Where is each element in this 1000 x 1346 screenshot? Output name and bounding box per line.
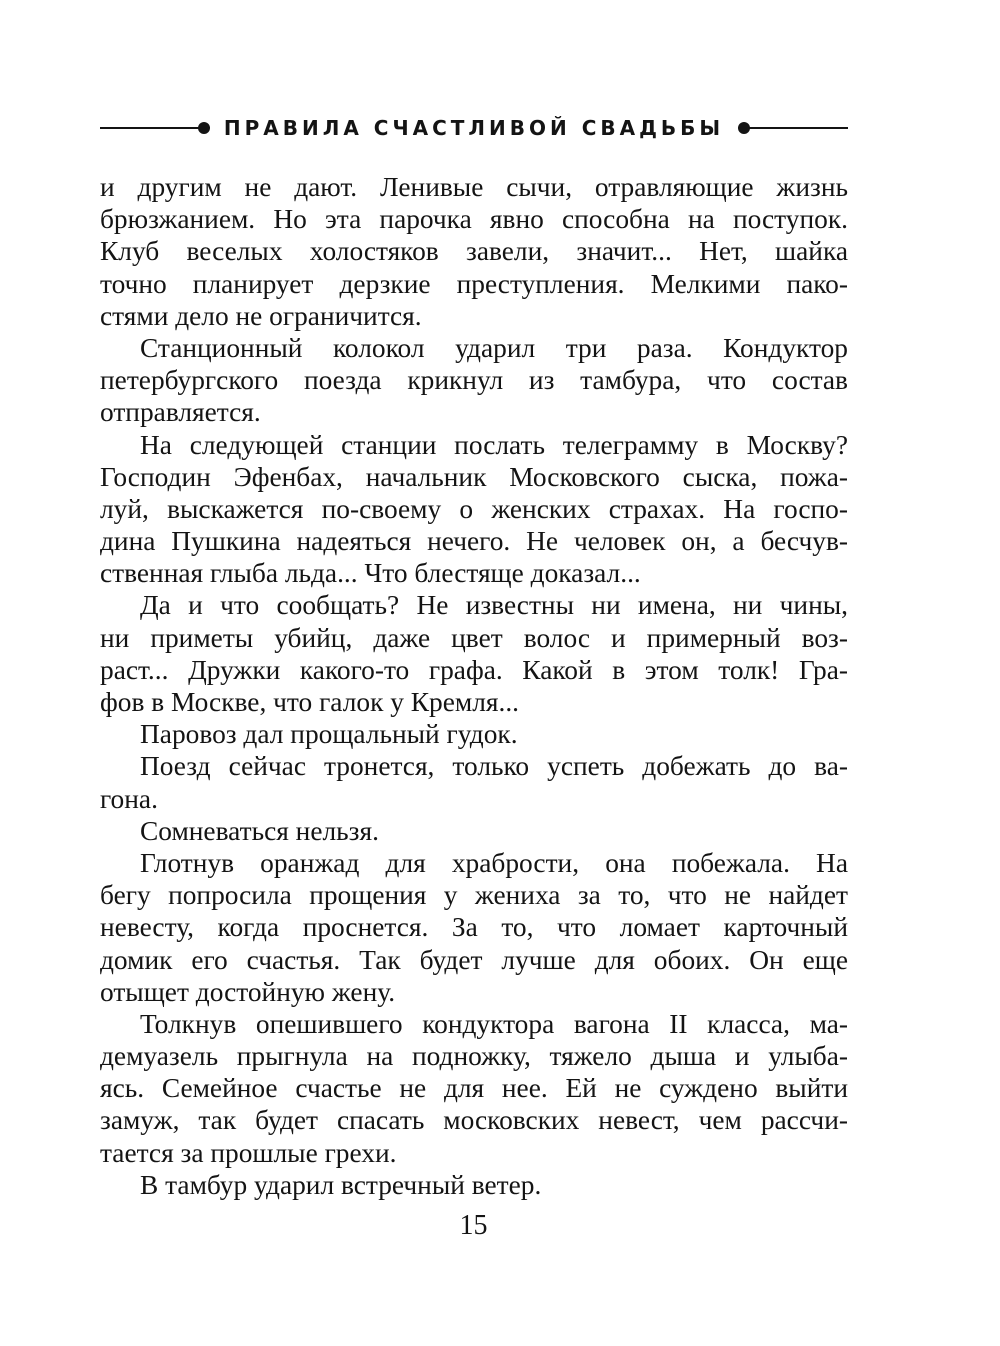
text-line: бегу попросила прощения у жениха за то, что не найдет <box>100 880 848 911</box>
text-line: Сомневаться нельзя. <box>140 815 379 846</box>
header-dot-right <box>738 122 750 134</box>
running-title: ПРАВИЛА СЧАСТЛИВОЙ СВАДЬБЫ <box>223 116 725 140</box>
text-line: ясь. Семейное счастье не для нее. Ей не суждено выйти <box>100 1073 848 1104</box>
text-line: Господин Эфенбах, начальник Московского сыска, пожа- <box>100 461 848 492</box>
text-line: луй, выскажется по-своему о женских страхах. На госпо- <box>100 493 848 524</box>
text-line: Клуб веселых холостяков завели, значит... Нет, шайка <box>100 236 848 267</box>
text-line: ственная глыба льда... Что блестяще доказал... <box>100 558 641 589</box>
text-line: Поезд сейчас тронется, только успеть добежать до ва- <box>140 751 848 782</box>
text-line: невесту, когда проснется. За то, что ломает карточный <box>100 912 848 943</box>
text-line: стями дело не ограничится. <box>100 300 422 331</box>
text-line: брюзжанием. Но эта парочка явно способна на поступок. <box>100 204 848 235</box>
text-line: На следующей станции послать телеграмму в Москву? <box>140 429 848 460</box>
text-line: Паровоз дал прощальный гудок. <box>140 719 518 750</box>
running-header <box>100 108 848 148</box>
text-line: петербургского поезда крикнул из тамбура, что состав <box>100 365 848 396</box>
text-line: Станционный колокол ударил три раза. Кондуктор <box>140 332 848 363</box>
text-line: Глотнув оранжад для храбрости, она побежала. На <box>140 847 848 878</box>
header-rule-right <box>740 127 848 129</box>
text-line: отправляется. <box>100 397 261 428</box>
text-line: Толкнув опешившего кондуктора вагона II класса, ма- <box>140 1008 848 1039</box>
text-line: точно планирует дерзкие преступления. Мелкими пако- <box>100 268 848 299</box>
text-line: домик его счастья. Так будет лучше для обоих. Он еще <box>100 944 848 975</box>
text-line: Да и что сообщать? Не известны ни имена, ни чины, <box>140 590 848 621</box>
page-number: 15 <box>459 1210 488 1241</box>
text-line: дина Пушкина надеяться нечего. Не человек он, а бесчув- <box>100 526 848 557</box>
body-text <box>100 171 848 1201</box>
text-line: тается за прошлые грехи. <box>100 1137 397 1168</box>
header-rule-left <box>100 127 208 129</box>
text-line: гона. <box>100 783 158 814</box>
text-line: замуж, так будет спасать московских невест, чем рассчи- <box>100 1105 848 1136</box>
text-line: фов в Москве, что галок у Кремля... <box>100 687 520 717</box>
text-line: отыщет достойную жену. <box>100 976 396 1007</box>
header-dot-left <box>198 122 210 134</box>
text-line: демуазель прыгнула на подножку, тяжело дыша и улыба- <box>100 1041 848 1072</box>
text-line: раст... Дружки какого-то графа. Какой в этом толк! Гра- <box>100 654 848 685</box>
text-line: ни приметы убийц, даже цвет волос и примерный воз- <box>100 622 848 653</box>
text-line: и другим не дают. Ленивые сычи, отравляющие жизнь <box>100 172 848 202</box>
text-line: В тамбур ударил встречный ветер. <box>140 1169 542 1200</box>
